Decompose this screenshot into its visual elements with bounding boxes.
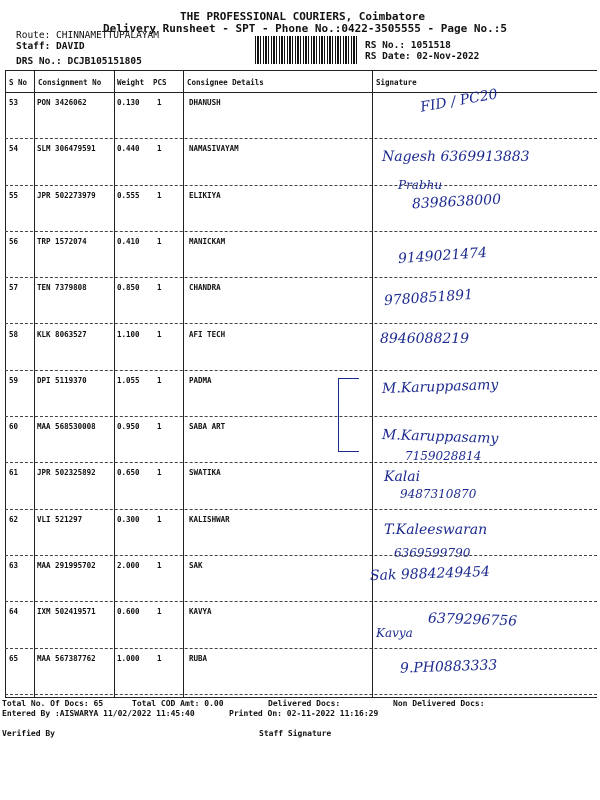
row-consignment: TEN 7379808	[37, 283, 87, 293]
row-sno: 57	[9, 283, 19, 293]
row-consignee: RUBA	[189, 653, 208, 663]
col-consignee: Consignee Details	[187, 78, 264, 87]
row-pcs: 1	[157, 98, 162, 107]
row-sno: 65	[9, 653, 19, 663]
route: Route: CHINNAMETTUPALAYAM	[16, 30, 159, 41]
row-signature: M.Karuppasamy	[381, 376, 499, 397]
rs-number: RS No.: 1051518	[365, 40, 451, 51]
row-weight: 0.130	[117, 98, 140, 107]
row-weight: 0.600	[117, 607, 140, 617]
row-signature: 6379296756	[427, 610, 518, 630]
col-weight: Weight	[117, 78, 145, 87]
row-signature: 8946088219	[380, 330, 470, 347]
entered-by: Entered By :AISWARYA 11/02/2022 11:45:40	[2, 709, 195, 718]
row-consignment: SLM 306479591	[37, 144, 96, 154]
table-head-rule	[5, 92, 597, 93]
row-pcs: 1	[157, 514, 162, 524]
table-top-rule	[5, 70, 597, 71]
row-pcs: 1	[157, 561, 162, 570]
row-sno: 53	[9, 98, 19, 107]
row-sno: 55	[9, 190, 19, 200]
row-sno: 60	[9, 422, 19, 432]
row-separator	[5, 648, 597, 649]
row-separator	[5, 601, 597, 602]
row-consignment: JPR 502325892	[37, 468, 96, 478]
row-weight: 0.555	[117, 190, 140, 200]
row-weight: 1.000	[117, 653, 140, 663]
row-signature: 8398638000	[411, 191, 502, 212]
row-pcs: 1	[157, 653, 162, 663]
row-weight: 0.440	[117, 144, 140, 154]
row-pcs: 1	[157, 144, 162, 154]
row-weight: 0.650	[117, 468, 140, 478]
row-pcs: 1	[157, 422, 162, 432]
row-signature-note: Prabhu	[398, 177, 443, 192]
row-consignee: NAMASIVAYAM	[189, 144, 239, 154]
row-consignee: MANICKAM	[189, 236, 226, 246]
barcode	[255, 36, 359, 64]
row-separator	[5, 416, 597, 417]
row-signature: Nagesh 6369913883	[382, 149, 530, 166]
row-sno: 56	[9, 236, 19, 246]
row-sno: 63	[9, 561, 19, 570]
row-separator	[5, 694, 597, 695]
row-separator	[5, 462, 597, 463]
row-signature: T.Kaleeswaran	[384, 521, 488, 538]
row-consignment: MAA 567387762	[37, 653, 96, 663]
row-signature: 9.PH0883333	[399, 656, 498, 677]
row-sno: 59	[9, 375, 19, 385]
row-consignment: DPI 5119370	[37, 375, 87, 385]
row-sno: 62	[9, 514, 19, 524]
drs-number: DRS No.: DCJB105151805	[16, 56, 142, 67]
row-consignee: SAK	[189, 561, 203, 570]
row-signature: 9149021474	[397, 244, 488, 267]
row-separator	[5, 185, 597, 186]
row-consignee: ELIKIYA	[189, 190, 221, 200]
row-separator	[5, 277, 597, 278]
row-consignee: DHANUSH	[189, 98, 221, 107]
row-weight: 0.950	[117, 422, 140, 432]
row-weight: 0.850	[117, 283, 140, 293]
row-separator	[5, 323, 597, 324]
row-consignee: KAVYA	[189, 607, 212, 617]
total-cod: Total COD Amt: 0.00	[132, 699, 224, 708]
row-consignment: VLI 521297	[37, 514, 83, 524]
row-signature-note: 6369599790	[394, 545, 471, 560]
row-signature-note: 7159028814	[405, 449, 482, 464]
row-weight: 1.100	[117, 329, 140, 339]
row-weight: 0.300	[117, 514, 140, 524]
row-pcs: 1	[157, 468, 162, 478]
row-separator	[5, 231, 597, 232]
delivered-docs: Delivered Docs:	[268, 699, 341, 708]
row-consignment: TRP 1572074	[37, 236, 87, 246]
staff-signature: Staff Signature	[259, 729, 332, 738]
runsheet-title: Delivery Runsheet - SPT - Phone No.:0422-3505555 - Page No.:5	[103, 22, 507, 35]
row-signature-note: 9487310870	[400, 487, 477, 502]
row-sno: 58	[9, 329, 19, 339]
row-consignment: JPR 502273979	[37, 190, 96, 200]
row-consignment: KLK 8063527	[37, 329, 87, 339]
row-consignee: AFI TECH	[189, 329, 226, 339]
row-pcs: 1	[157, 375, 162, 385]
row-consignment: MAA 568530008	[37, 422, 96, 432]
row-weight: 2.000	[117, 561, 140, 570]
row-signature: FID / PC20	[419, 86, 499, 116]
total-docs: Total No. Of Docs: 65	[2, 699, 104, 708]
row-signature: Kalai	[384, 469, 421, 486]
row-consignee: KALISHWAR	[189, 514, 230, 524]
table-bottom-rule	[5, 697, 597, 698]
row-sno: 54	[9, 144, 19, 154]
row-weight: 0.410	[117, 236, 140, 246]
row-separator	[5, 555, 597, 556]
row-pcs: 1	[157, 607, 162, 617]
col-consignment: Consignment No	[38, 78, 102, 87]
row-consignee: SABA ART	[189, 422, 226, 432]
row-separator	[5, 370, 597, 371]
row-sno: 64	[9, 607, 19, 617]
printed-on: Printed On: 02-11-2022 11:16:29	[229, 709, 379, 718]
col-signature: Signature	[376, 78, 417, 87]
handwritten-bracket	[338, 378, 359, 452]
row-consignee: SWATIKA	[189, 468, 221, 478]
row-consignment: MAA 291995702	[37, 561, 96, 570]
row-consignee: CHANDRA	[189, 283, 221, 293]
non-delivered-docs: Non Delivered Docs:	[393, 699, 485, 708]
row-pcs: 1	[157, 190, 162, 200]
col-pcs: PCS	[153, 78, 167, 87]
staff: Staff: DAVID	[16, 41, 85, 52]
row-pcs: 1	[157, 283, 162, 293]
row-consignment: IXM 502419571	[37, 607, 96, 617]
row-pcs: 1	[157, 329, 162, 339]
row-signature: 9780851891	[383, 287, 474, 310]
row-signature: Sak 9884249454	[369, 563, 491, 585]
verified-by: Verified By	[2, 729, 55, 738]
company-name: THE PROFESSIONAL COURIERS, Coimbatore	[180, 10, 426, 23]
row-weight: 1.055	[117, 375, 140, 385]
col-sno: S No	[9, 78, 28, 87]
row-consignee: PADMA	[189, 375, 212, 385]
row-sno: 61	[9, 468, 19, 478]
row-separator	[5, 509, 597, 510]
row-pcs: 1	[157, 236, 162, 246]
row-consignment: PON 3426062	[37, 98, 87, 107]
row-signature-note: Kavya	[376, 626, 413, 641]
row-separator	[5, 138, 597, 139]
row-signature: M.Karuppasamy	[381, 427, 499, 448]
rs-date: RS Date: 02-Nov-2022	[365, 51, 480, 62]
